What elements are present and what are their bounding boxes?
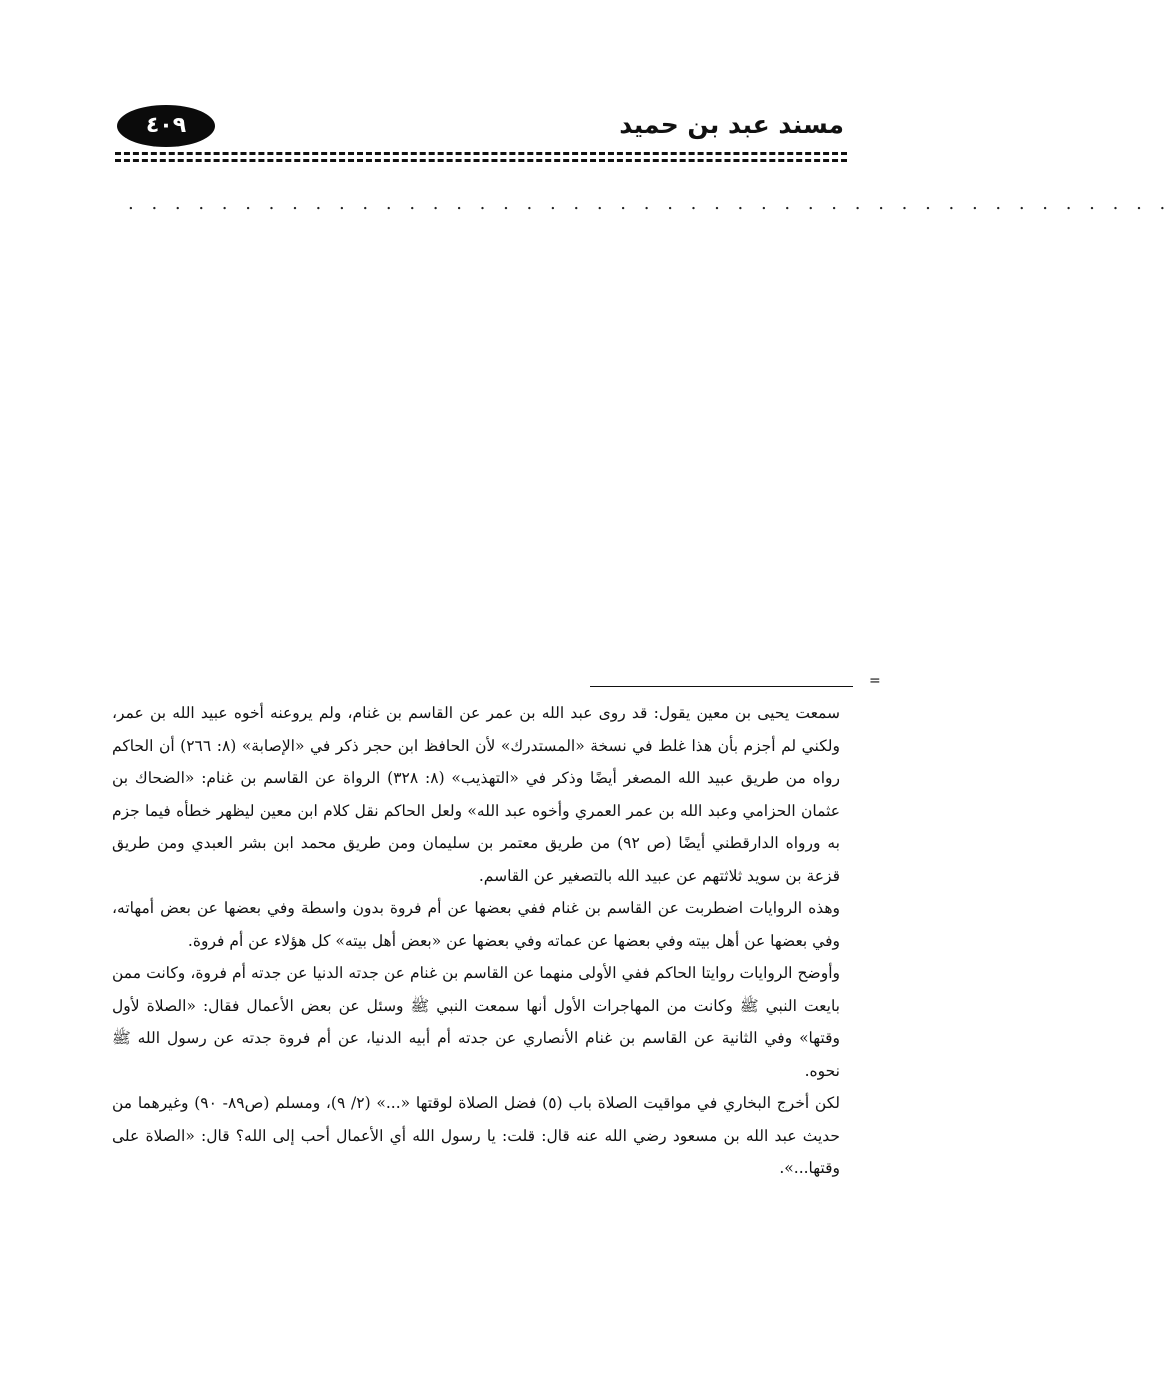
page-number-badge (117, 105, 215, 147)
running-header-title: مسند عبد بن حميد (619, 110, 844, 139)
footnote-paragraph: لكن أخرج البخاري في مواقيت الصلاة باب (٥) فضل الصلاة لوقتها «...» (٢/ ٩)، ومسلم (ص٨٩- ٩٠) وغيرهما من حديث عبد الله بن مسعود رضي الله عنه قال: قلت: يا رسول الله أي الأعمال أحب إلى الله؟ قال: «الصلاة على وقتها...». (112, 1094, 841, 1177)
footnote-paragraph: وأوضح الروايات روايتا الحاكم ففي الأولى منهما عن القاسم بن غنام عن جدته الدنيا عن جدته أم فروة، وكانت ممن بايعت النبي ﷺ وكانت من المهاجرات الأول أنها سمعت النبي ﷺ وسئل عن بعض الأعمال فقال: «الصلاة لأول وقتها» وفي الثانية عن القاسم بن غنام الأنصاري عن جدته أم أبيه الدنيا، عن أم فروة جدته عن رسول الله ﷺ نحوه. (112, 964, 840, 1080)
header-rule-bottom (115, 159, 847, 162)
page-number: ٤٠٩ (145, 113, 187, 138)
footnote-continuation-marker: = (869, 673, 881, 689)
footnote-paragraph: سمعت يحيى بن معين يقول: قد روى عبد الله بن عمر عن القاسم بن غنام، ولم يروعنه أخوه عبيد الله بن عمر، ولكني لم أجزم بأن هذا غلط في نسخة «المستدرك» لأن الحافظ ابن حجر ذكر في «الإصابة» (٨: ٢٦٦) أن الحاكم رواه من طريق عبيد الله المصغر أيضًا وذكر في «التهذيب» (٨: ٣٢٨) الرواة عن القاسم بن غنام: «الضحاك بن عثمان الحزامي وعبد الله بن عمر العمري وأخوه عبد الله» ولعل الحاكم نقل كلام ابن معين ليظهر خطأه فيما جزم به ورواه الدارقطني أيضًا (ص ٩٢) من طريق معتمر بن سليمان ومن طريق محمد ابن بشر العبدي ومن طريق قزعة بن سويد ثلاثتهم عن عبيد الله بالتصغير عن القاسم. (112, 704, 840, 885)
footnote-paragraph: وهذه الروايات اضطربت عن القاسم بن غنام ففي بعضها عن أم فروة بدون واسطة وفي بعضها عن بعض أمهاته، وفي بعضها عن أهل بيته وفي بعضها عن عماته وفي بعضها عن «بعض أهل بيته» كل هؤلاء عن أم فروة. (112, 899, 840, 950)
footnote-body (112, 697, 840, 1185)
header-rule-top (115, 152, 847, 155)
footnote-rule (590, 686, 853, 687)
dotted-separator: . . . . . . . . . . . . . . . . . . . . . . . . . . . . . . . . . . . . . . . . . . . . . (128, 193, 1171, 214)
